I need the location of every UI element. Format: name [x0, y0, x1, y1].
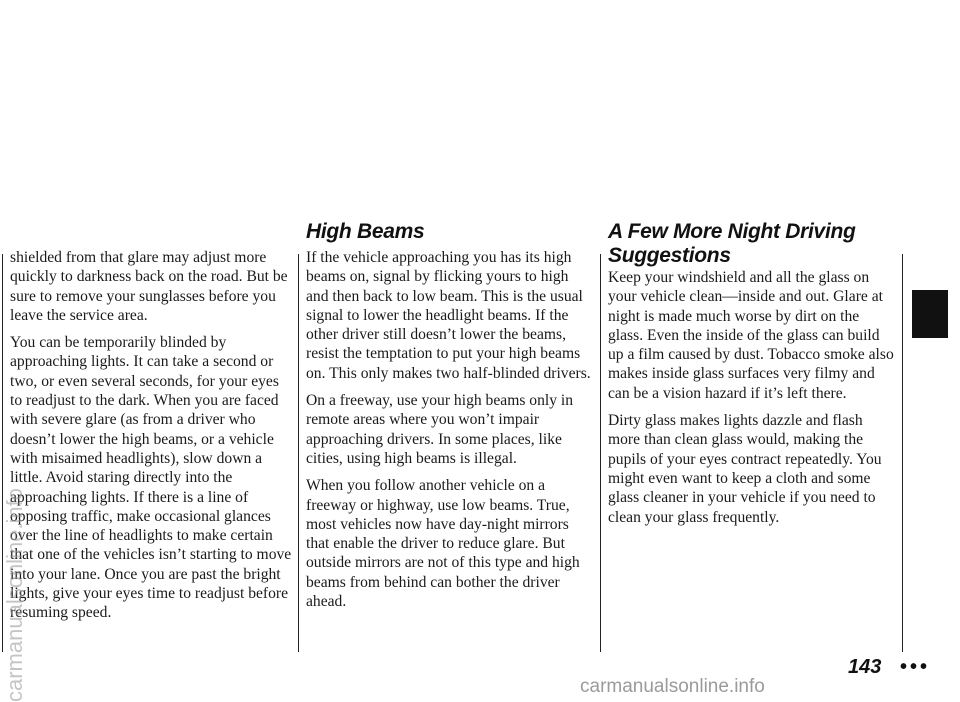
column-divider-2 [600, 254, 601, 652]
side-watermark: carmanualsonline.info [2, 487, 27, 702]
paragraph: When you follow another vehicle on a freeway or highway, use low beams. True, most vehicles now have day-night mirrors that enable the driver to reduce glare. But outside mirrors are not of this type and high beams from behind can bother the driver ahead. [306, 477, 580, 611]
page-number-dots: ••• [900, 656, 931, 678]
section-heading-high-beams: High Beams [306, 220, 425, 243]
paragraph: shielded from that glare may adjust more quickly to darkness back on the road. But be sure to remove your sunglasses before you leave the service area. [10, 249, 288, 324]
column-divider-1 [298, 254, 299, 652]
paragraph: You can be temporarily blinded by approaching lights. It can take a second or two, or even several seconds, for your eyes to readjust to the dark. When you are faced with severe glare (as from a driver who doesn’t lower the high beams, or a vehicle with misaimed headlights), slow down a little. Avoid staring directly into the approaching lights. If there is a line of opposing traffic, make occasional glances over the line of headlights to make certain that one of the vehicles isn’t starting to move into your lane. Once you are past the bright lights, give your eyes time to readjust before resuming speed. [10, 334, 292, 622]
paragraph: Keep your windshield and all the glass on your vehicle clean—inside and out. Glare at night is made much worse by dirt on the glass. Even the inside of the glass can build up a film caused by dust. Tobacco smoke also makes inside glass surfaces very filmy and can be a vision hazard if it’s left there. [608, 269, 894, 402]
section-tab-marker [912, 290, 948, 338]
footer-watermark: carmanualsonline.info [580, 676, 765, 697]
column-divider-right [902, 254, 903, 652]
paragraph: Dirty glass makes lights dazzle and flash more than clean glass would, making the pupils of your eyes contract repeatedly. You might even want to keep a cloth and some glass cleaner in your vehicle if you need to clean your glass frequently. [608, 412, 882, 526]
paragraph: If the vehicle approaching you has its high beams on, signal by flicking yours to high and then back to low beam. This is the usual signal to lower the headlight beams. If the other driver still doesn’t lower the beams, resist the temptation to put your high beams on. This only makes two half-blinded drivers. [306, 249, 591, 382]
text-column-3 [608, 268, 898, 535]
section-heading-night-driving: A Few More Night Driving Suggestions [608, 220, 856, 267]
text-column-1 [10, 248, 292, 631]
paragraph: On a freeway, use your high beams only in remote areas where you won’t impair approaching drivers. In some places, like cities, using high beams is illegal. [306, 392, 574, 467]
text-column-2 [306, 248, 592, 619]
page-number: 143 [848, 656, 882, 678]
